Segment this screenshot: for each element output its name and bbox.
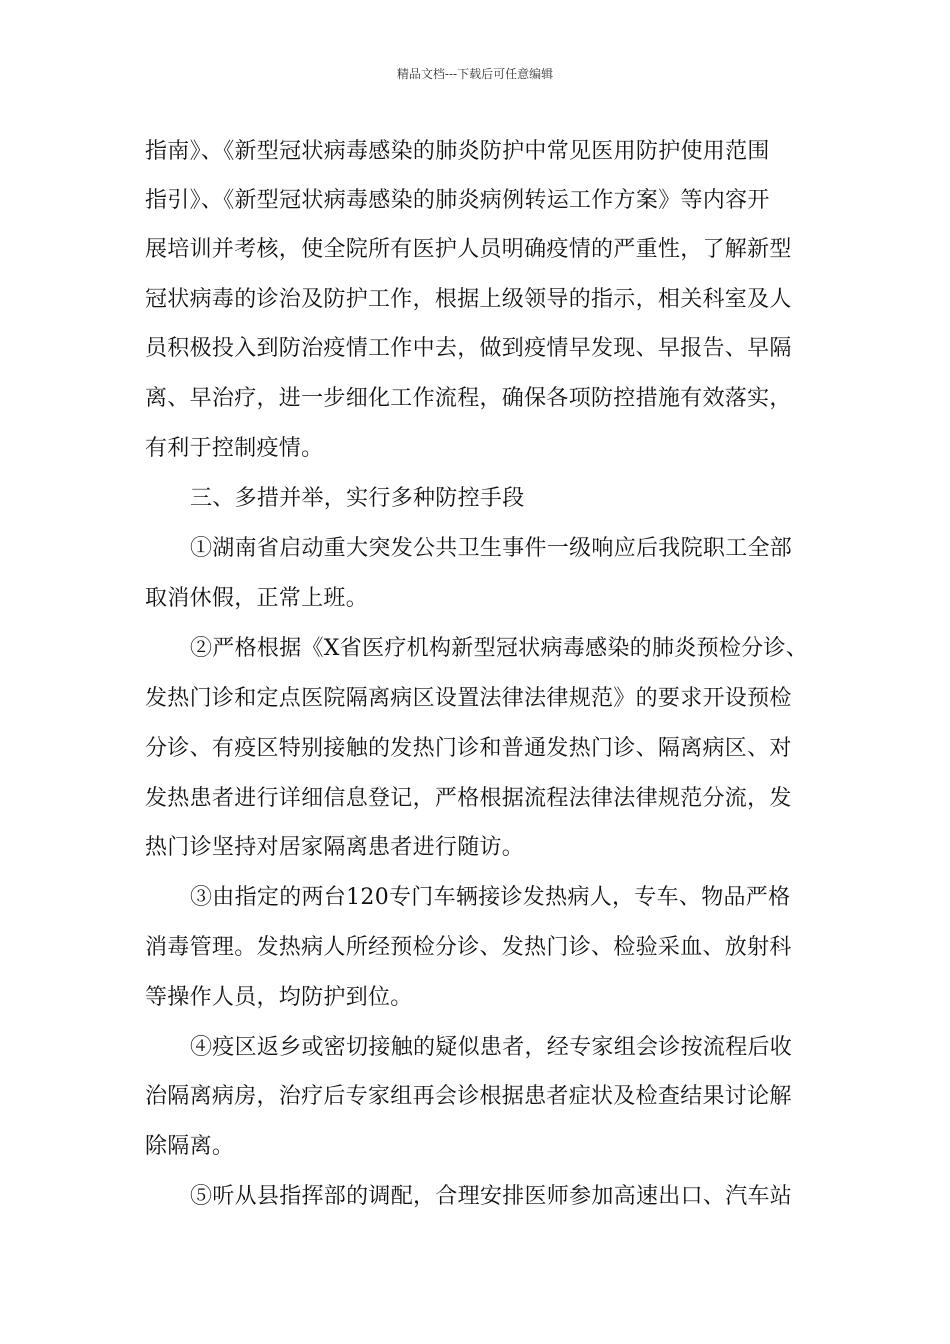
text-line: ⑤听从县指挥部的调配，合理安排医师参加高速出口、汽车站 [190,1184,793,1209]
page-header: 精品文档---下载后可任意编辑 [396,67,554,81]
text-line: ①湖南省启动重大突发公共卫生事件一级响应后我院职工全部 [190,536,793,561]
text-line: ④疫区返乡或密切接触的疑似患者，经专家组会诊按流程后收 [190,1035,793,1060]
text-line: 展培训并考核，使全院所有医护人员明确疫情的严重性，了解新型 [145,237,792,262]
text-line: 发热门诊和定点医院隔离病区设置法律法律规范》的要求开设预检 [145,686,792,711]
text-line: 指南》、《新型冠状病毒感染的肺炎防护中常见医用防护使用范围 [145,139,770,164]
text-line: ②严格根据《X省医疗机构新型冠状病毒感染的肺炎预检分诊、 [190,636,809,661]
text-line: 消毒管理。发热病人所经预检分诊、发热门诊、检验采血、放射科 [145,935,792,960]
text-line: ③由指定的两台120专门车辆接诊发热病人，专车、物品严格 [190,885,791,910]
text-line: 冠状病毒的诊治及防护工作，根据上级领导的指示，相关科室及人 [145,287,792,312]
text-line: 离、早治疗，进一步细化工作流程，确保各项防控措施有效落实， [145,386,792,411]
text-line: 指引》、《新型冠状病毒感染的肺炎病例转运工作方案》等内容开 [145,188,770,213]
text-line: 除隔离。 [145,1134,235,1159]
section-heading: 三、多措并举，实行多种防控手段 [190,486,525,511]
text-line: 热门诊坚持对居家隔离患者进行随访。 [145,835,525,860]
text-line: 等操作人员，均防护到位。 [145,985,413,1010]
text-line: 员积极投入到防治疫情工作中去，做到疫情早发现、早报告、早隔 [145,336,792,361]
text-line: 治隔离病房，治疗后专家组再会诊根据患者症状及检查结果讨论解 [145,1084,792,1109]
text-line: 分诊、有疫区特别接触的发热门诊和普通发热门诊、隔离病区、对 [145,736,792,761]
text-line: 有利于控制疫情。 [145,436,324,461]
text-line: 取消休假，正常上班。 [145,586,369,611]
text-line: 发热患者进行详细信息登记，严格根据流程法律法律规范分流，发 [145,786,792,811]
